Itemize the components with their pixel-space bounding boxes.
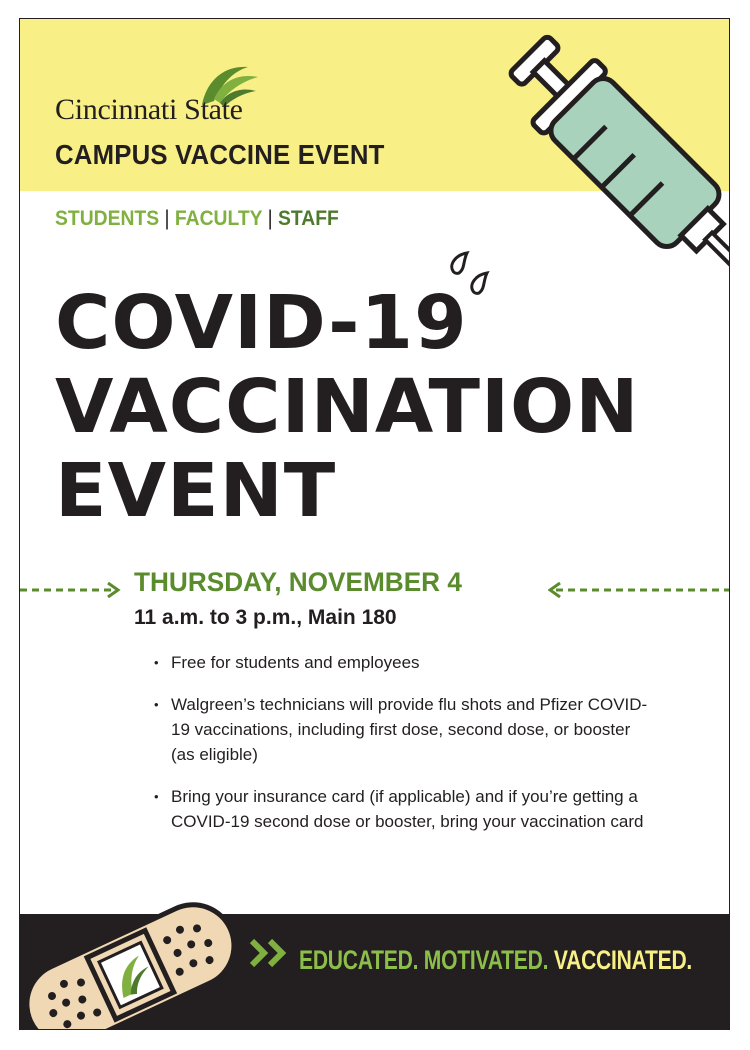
dashed-arrow-icon bbox=[20, 582, 130, 598]
audience-separator: | bbox=[164, 207, 170, 230]
list-item: • Walgreen’s technicians will provide flu shots and Pfizer COVID-19 vaccinations, including first dose, second dose, or booster (as eligible) bbox=[154, 692, 654, 767]
double-chevron-icon bbox=[248, 937, 290, 969]
event-date: THURSDAY, NOVEMBER 4 bbox=[134, 567, 462, 597]
footer-slogan bbox=[299, 945, 692, 976]
flyer bbox=[19, 18, 730, 1030]
event-label: CAMPUS VACCINE EVENT bbox=[55, 139, 385, 170]
list-item: • Free for students and employees bbox=[154, 650, 654, 675]
institution-logo-text: Cincinnati State bbox=[55, 93, 243, 126]
audience-separator: | bbox=[267, 207, 273, 230]
audience-line bbox=[55, 207, 339, 231]
title-line-3: EVENT bbox=[55, 448, 337, 534]
audience-students: STUDENTS bbox=[55, 207, 160, 230]
list-item: • Bring your insurance card (if applicable) and if you’re getting a COVID-19 second dose or booster, bring your vaccination card bbox=[154, 784, 654, 834]
title-line-2: VACCINATION bbox=[55, 364, 640, 450]
event-title bbox=[55, 281, 639, 533]
slogan-educated: EDUCATED. bbox=[299, 945, 419, 975]
title-line-1: COVID-19 bbox=[55, 280, 468, 366]
slogan-motivated: MOTIVATED. bbox=[423, 945, 549, 975]
dashed-arrow-icon bbox=[548, 582, 730, 598]
event-time-location: 11 a.m. to 3 p.m., Main 180 bbox=[134, 606, 397, 629]
bandage-icon bbox=[19, 889, 250, 1030]
audience-staff: STAFF bbox=[277, 207, 339, 230]
audience-faculty: FACULTY bbox=[174, 207, 263, 230]
slogan-vaccinated: VACCINATED. bbox=[553, 945, 693, 975]
details-list bbox=[154, 650, 654, 851]
